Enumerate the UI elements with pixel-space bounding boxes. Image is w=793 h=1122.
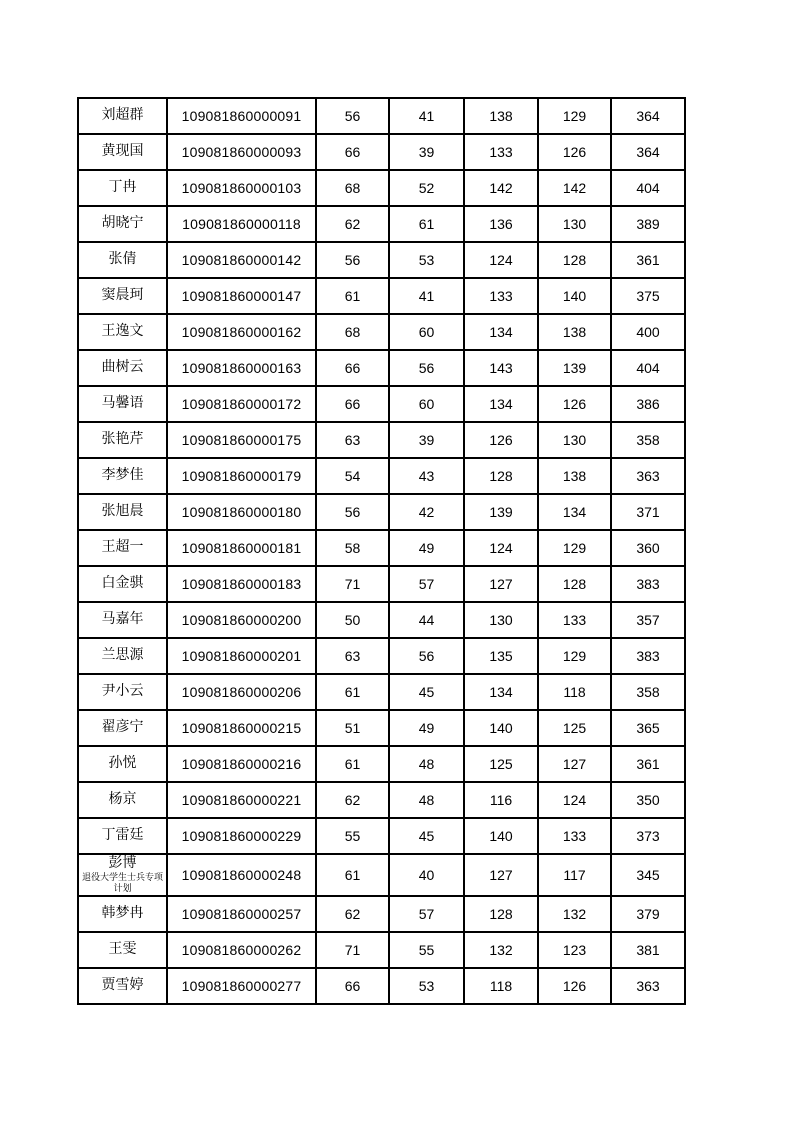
exam-id-cell: 109081860000206: [167, 674, 316, 710]
table-row: [78, 782, 685, 818]
exam-id-cell: 109081860000093: [167, 134, 316, 170]
total-score-cell: 361: [611, 242, 685, 278]
student-name: 孙悦: [108, 755, 137, 771]
score-cell-2: 61: [389, 206, 464, 242]
name-cell: [78, 242, 167, 278]
score-cell-4: 132: [538, 896, 611, 932]
score-cell-4: 117: [538, 854, 611, 896]
score-cell-2: 43: [389, 458, 464, 494]
score-cell-4: 123: [538, 932, 611, 968]
score-cell-2: 55: [389, 932, 464, 968]
score-cell-2: 39: [389, 422, 464, 458]
total-score-cell: 404: [611, 350, 685, 386]
score-cell-3: 124: [464, 242, 538, 278]
score-cell-4: 133: [538, 818, 611, 854]
score-cell-2: 40: [389, 854, 464, 896]
score-cell-2: 57: [389, 896, 464, 932]
table-row: [78, 350, 685, 386]
score-cell-1: 68: [316, 314, 389, 350]
score-cell-1: 58: [316, 530, 389, 566]
exam-id-cell: 109081860000183: [167, 566, 316, 602]
name-cell: [78, 932, 167, 968]
table-row: [78, 746, 685, 782]
score-cell-1: 56: [316, 494, 389, 530]
table-row: [78, 206, 685, 242]
total-score-cell: 386: [611, 386, 685, 422]
score-cell-3: 143: [464, 350, 538, 386]
score-cell-1: 61: [316, 746, 389, 782]
table-row: [78, 854, 685, 896]
table-row: [78, 134, 685, 170]
score-cell-2: 48: [389, 746, 464, 782]
exam-id-cell: 109081860000091: [167, 98, 316, 134]
score-cell-1: 63: [316, 422, 389, 458]
score-cell-2: 52: [389, 170, 464, 206]
score-cell-2: 44: [389, 602, 464, 638]
name-cell: [78, 314, 167, 350]
student-name: 马馨语: [101, 395, 144, 411]
student-name: 杨京: [108, 791, 137, 807]
score-cell-3: 128: [464, 896, 538, 932]
name-cell: [78, 968, 167, 1004]
score-cell-3: 139: [464, 494, 538, 530]
score-cell-1: 61: [316, 854, 389, 896]
student-name: 黄现国: [101, 143, 144, 159]
student-name: 窦晨珂: [101, 287, 144, 303]
score-cell-1: 62: [316, 782, 389, 818]
score-cell-4: 134: [538, 494, 611, 530]
table-row: [78, 242, 685, 278]
score-cell-2: 45: [389, 674, 464, 710]
exam-id-cell: 109081860000175: [167, 422, 316, 458]
student-name: 张倩: [108, 251, 137, 267]
student-name: 张旭晨: [101, 503, 144, 519]
total-score-cell: 371: [611, 494, 685, 530]
score-cell-3: 135: [464, 638, 538, 674]
score-cell-1: 66: [316, 350, 389, 386]
table-row: [78, 98, 685, 134]
score-cell-3: 134: [464, 314, 538, 350]
exam-id-cell: 109081860000162: [167, 314, 316, 350]
total-score-cell: 360: [611, 530, 685, 566]
score-cell-4: 125: [538, 710, 611, 746]
total-score-cell: 358: [611, 674, 685, 710]
exam-id-cell: 109081860000215: [167, 710, 316, 746]
total-score-cell: 381: [611, 932, 685, 968]
student-name: 王超一: [101, 539, 144, 555]
student-name: 丁雷廷: [101, 827, 144, 843]
total-score-cell: 389: [611, 206, 685, 242]
table-row: [78, 968, 685, 1004]
student-name: 白金骐: [101, 575, 144, 591]
score-cell-3: 142: [464, 170, 538, 206]
table-row: [78, 674, 685, 710]
total-score-cell: 383: [611, 638, 685, 674]
score-cell-1: 56: [316, 98, 389, 134]
exam-id-cell: 109081860000163: [167, 350, 316, 386]
score-cell-2: 60: [389, 314, 464, 350]
exam-id-cell: 109081860000142: [167, 242, 316, 278]
score-cell-1: 66: [316, 968, 389, 1004]
score-cell-3: 132: [464, 932, 538, 968]
table-row: [78, 422, 685, 458]
score-cell-4: 138: [538, 458, 611, 494]
score-cell-2: 57: [389, 566, 464, 602]
score-cell-1: 54: [316, 458, 389, 494]
total-score-cell: 373: [611, 818, 685, 854]
student-name: 王雯: [108, 941, 137, 957]
exam-id-cell: 109081860000248: [167, 854, 316, 896]
score-cell-1: 66: [316, 386, 389, 422]
total-score-cell: 400: [611, 314, 685, 350]
score-cell-4: 129: [538, 98, 611, 134]
score-cell-2: 56: [389, 638, 464, 674]
exam-id-cell: 109081860000229: [167, 818, 316, 854]
student-name: 丁冉: [108, 179, 137, 195]
score-cell-4: 126: [538, 386, 611, 422]
score-cell-4: 139: [538, 350, 611, 386]
score-cell-1: 61: [316, 278, 389, 314]
score-cell-1: 61: [316, 674, 389, 710]
score-cell-3: 130: [464, 602, 538, 638]
student-name: 胡晓宁: [101, 215, 144, 231]
score-cell-3: 134: [464, 386, 538, 422]
score-cell-3: 140: [464, 818, 538, 854]
table-row: [78, 566, 685, 602]
score-cell-1: 63: [316, 638, 389, 674]
score-cell-3: 128: [464, 458, 538, 494]
total-score-cell: 357: [611, 602, 685, 638]
score-cell-3: 140: [464, 710, 538, 746]
score-cell-3: 134: [464, 674, 538, 710]
name-cell: [78, 494, 167, 530]
name-cell: [78, 386, 167, 422]
score-cell-3: 136: [464, 206, 538, 242]
exam-id-cell: 109081860000181: [167, 530, 316, 566]
score-table-body: [78, 98, 685, 1004]
score-cell-4: 127: [538, 746, 611, 782]
name-cell: [78, 638, 167, 674]
student-name: 贾雪婷: [101, 977, 144, 993]
score-cell-4: 133: [538, 602, 611, 638]
score-cell-2: 41: [389, 278, 464, 314]
total-score-cell: 404: [611, 170, 685, 206]
table-row: [78, 170, 685, 206]
student-name: 刘超群: [101, 107, 144, 123]
score-cell-4: 118: [538, 674, 611, 710]
score-cell-1: 51: [316, 710, 389, 746]
total-score-cell: 350: [611, 782, 685, 818]
score-cell-1: 68: [316, 170, 389, 206]
score-cell-3: 133: [464, 278, 538, 314]
score-cell-2: 56: [389, 350, 464, 386]
score-cell-1: 71: [316, 566, 389, 602]
total-score-cell: 364: [611, 134, 685, 170]
score-cell-4: 130: [538, 206, 611, 242]
total-score-cell: 358: [611, 422, 685, 458]
name-cell: [78, 350, 167, 386]
exam-id-cell: 109081860000172: [167, 386, 316, 422]
score-cell-1: 55: [316, 818, 389, 854]
score-cell-4: 128: [538, 566, 611, 602]
score-cell-4: 128: [538, 242, 611, 278]
name-cell: [78, 566, 167, 602]
table-row: [78, 818, 685, 854]
exam-id-cell: 109081860000221: [167, 782, 316, 818]
score-cell-1: 56: [316, 242, 389, 278]
score-cell-1: 66: [316, 134, 389, 170]
score-cell-1: 50: [316, 602, 389, 638]
student-name: 张艳芹: [101, 431, 144, 447]
total-score-cell: 379: [611, 896, 685, 932]
table-row: [78, 638, 685, 674]
exam-id-cell: 109081860000147: [167, 278, 316, 314]
student-name: 马嘉年: [101, 611, 144, 627]
student-name: 曲树云: [101, 359, 144, 375]
table-row: [78, 530, 685, 566]
student-name: 兰思源: [101, 647, 144, 663]
table-row: [78, 458, 685, 494]
total-score-cell: 345: [611, 854, 685, 896]
score-cell-3: 126: [464, 422, 538, 458]
total-score-cell: 363: [611, 458, 685, 494]
name-cell: [78, 530, 167, 566]
name-cell: [78, 170, 167, 206]
table-row: [78, 896, 685, 932]
score-cell-2: 53: [389, 242, 464, 278]
score-cell-3: 127: [464, 854, 538, 896]
exam-id-cell: 109081860000200: [167, 602, 316, 638]
score-cell-4: 124: [538, 782, 611, 818]
total-score-cell: 361: [611, 746, 685, 782]
score-cell-1: 62: [316, 206, 389, 242]
score-cell-3: 118: [464, 968, 538, 1004]
score-cell-4: 126: [538, 134, 611, 170]
score-cell-2: 41: [389, 98, 464, 134]
table-row: [78, 386, 685, 422]
score-cell-4: 129: [538, 530, 611, 566]
total-score-cell: 375: [611, 278, 685, 314]
exam-id-cell: 109081860000118: [167, 206, 316, 242]
name-cell: [78, 278, 167, 314]
table-row: [78, 314, 685, 350]
score-cell-4: 142: [538, 170, 611, 206]
score-table: [77, 97, 686, 1005]
score-cell-2: 48: [389, 782, 464, 818]
name-cell: [78, 710, 167, 746]
score-cell-2: 60: [389, 386, 464, 422]
name-cell: [78, 134, 167, 170]
name-cell: [78, 206, 167, 242]
exam-id-cell: 109081860000180: [167, 494, 316, 530]
name-cell: [78, 422, 167, 458]
score-cell-4: 129: [538, 638, 611, 674]
student-name: 翟彦宁: [101, 719, 144, 735]
name-cell: [78, 746, 167, 782]
score-cell-4: 130: [538, 422, 611, 458]
score-cell-4: 126: [538, 968, 611, 1004]
score-cell-3: 138: [464, 98, 538, 134]
student-note: 退役大学生士兵专项计划: [81, 872, 163, 893]
name-cell: [78, 896, 167, 932]
name-cell: [78, 602, 167, 638]
name-cell: [78, 818, 167, 854]
score-cell-1: 71: [316, 932, 389, 968]
score-cell-1: 62: [316, 896, 389, 932]
score-cell-4: 138: [538, 314, 611, 350]
exam-id-cell: 109081860000201: [167, 638, 316, 674]
score-cell-3: 133: [464, 134, 538, 170]
score-cell-3: 124: [464, 530, 538, 566]
score-cell-2: 49: [389, 530, 464, 566]
table-row: [78, 494, 685, 530]
table-row: [78, 602, 685, 638]
exam-id-cell: 109081860000216: [167, 746, 316, 782]
score-cell-3: 127: [464, 566, 538, 602]
score-cell-3: 116: [464, 782, 538, 818]
exam-id-cell: 109081860000277: [167, 968, 316, 1004]
total-score-cell: 363: [611, 968, 685, 1004]
name-cell: [78, 458, 167, 494]
student-name: 彭博: [108, 856, 137, 871]
student-name: 韩梦冉: [101, 905, 144, 921]
score-cell-4: 140: [538, 278, 611, 314]
name-cell: [78, 782, 167, 818]
table-row: [78, 278, 685, 314]
score-cell-2: 45: [389, 818, 464, 854]
name-cell: [78, 98, 167, 134]
score-cell-2: 49: [389, 710, 464, 746]
table-row: [78, 932, 685, 968]
score-cell-2: 53: [389, 968, 464, 1004]
table-row: [78, 710, 685, 746]
exam-id-cell: 109081860000262: [167, 932, 316, 968]
total-score-cell: 383: [611, 566, 685, 602]
name-cell: [78, 674, 167, 710]
score-cell-2: 39: [389, 134, 464, 170]
student-name: 尹小云: [101, 683, 144, 699]
total-score-cell: 364: [611, 98, 685, 134]
score-cell-2: 42: [389, 494, 464, 530]
name-cell: [78, 854, 167, 896]
score-cell-3: 125: [464, 746, 538, 782]
student-name: 王逸文: [101, 323, 144, 339]
student-name: 李梦佳: [101, 467, 144, 483]
exam-id-cell: 109081860000103: [167, 170, 316, 206]
exam-id-cell: 109081860000179: [167, 458, 316, 494]
exam-id-cell: 109081860000257: [167, 896, 316, 932]
total-score-cell: 365: [611, 710, 685, 746]
